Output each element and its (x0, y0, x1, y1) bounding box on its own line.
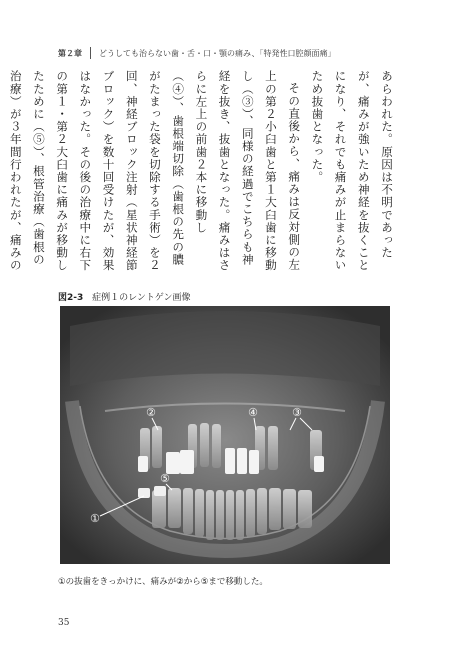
tooth-mark (200, 423, 209, 467)
tooth-mark (183, 488, 193, 534)
chapter-label: 第２章 (58, 48, 82, 58)
page-number: 35 (58, 618, 70, 628)
tooth-mark (269, 488, 281, 530)
crown-mark (138, 456, 148, 472)
tooth-mark (212, 424, 221, 468)
tooth-mark (283, 489, 296, 529)
marker-3: ③ (292, 406, 302, 419)
figure-title: 症例１のレントゲン画像 (92, 293, 191, 303)
tooth-mark (195, 489, 204, 537)
tooth-mark (298, 490, 312, 528)
tooth-mark (268, 426, 278, 470)
crown-mark (225, 448, 235, 474)
figure-caption (58, 290, 191, 303)
figure-number: 図2-3 (58, 293, 84, 303)
tooth-mark (206, 490, 214, 540)
crown-mark (314, 456, 324, 472)
filling-mark (154, 486, 166, 496)
paragraph: あらわれた。原因は不明であったが、痛みが強いため神経を抜くことになり、それでも痛みが止まらないため抜歯となった。 (310, 70, 394, 272)
tooth-mark (236, 490, 244, 540)
tooth-mark (168, 488, 181, 528)
crown-mark (237, 448, 247, 474)
marker-4: ④ (248, 406, 258, 419)
tooth-mark (246, 489, 255, 537)
crown-mark (180, 450, 194, 474)
chapter-title: どうしても治らない歯・舌・口・顎の痛み、「特発性口腔顔面痛」 (99, 48, 336, 58)
tooth-mark (152, 426, 162, 468)
crown-mark (166, 452, 180, 474)
running-header (58, 46, 398, 60)
header-divider (90, 47, 91, 59)
marker-5: ⑤ (160, 472, 170, 485)
marker-2: ② (146, 406, 156, 419)
xray-drawing (60, 306, 390, 564)
tooth-mark (226, 490, 234, 540)
body-text (8, 70, 398, 275)
tooth-mark (216, 490, 224, 540)
figure-note: ①の抜歯をきっかけに、痛みが②から⑤まで移動した。 (58, 577, 268, 587)
panoramic-xray-image (60, 306, 390, 564)
marker-1: ① (90, 512, 100, 525)
crown-mark (249, 450, 259, 474)
paragraph: その直後から、痛みは反対側の左上の第２小臼歯と第１大臼歯に移動し（③）、同様の経過でこちらも神経を抜き、抜歯となった。痛みはさらに左上の前歯２本に移動し（④）、歯根端切除（歯根の先の膿がたまった袋を切除する手術）を２回、神経ブロック注射（星状神経節ブロック）を数十回受けたが、効果はなかった。その後の治療中に右下の第１・第２大臼歯に痛みが移動したために（⑤）、根管治療（歯根の治療）が３年間行われたが、痛みの (8, 70, 302, 272)
tooth-mark (257, 488, 267, 534)
